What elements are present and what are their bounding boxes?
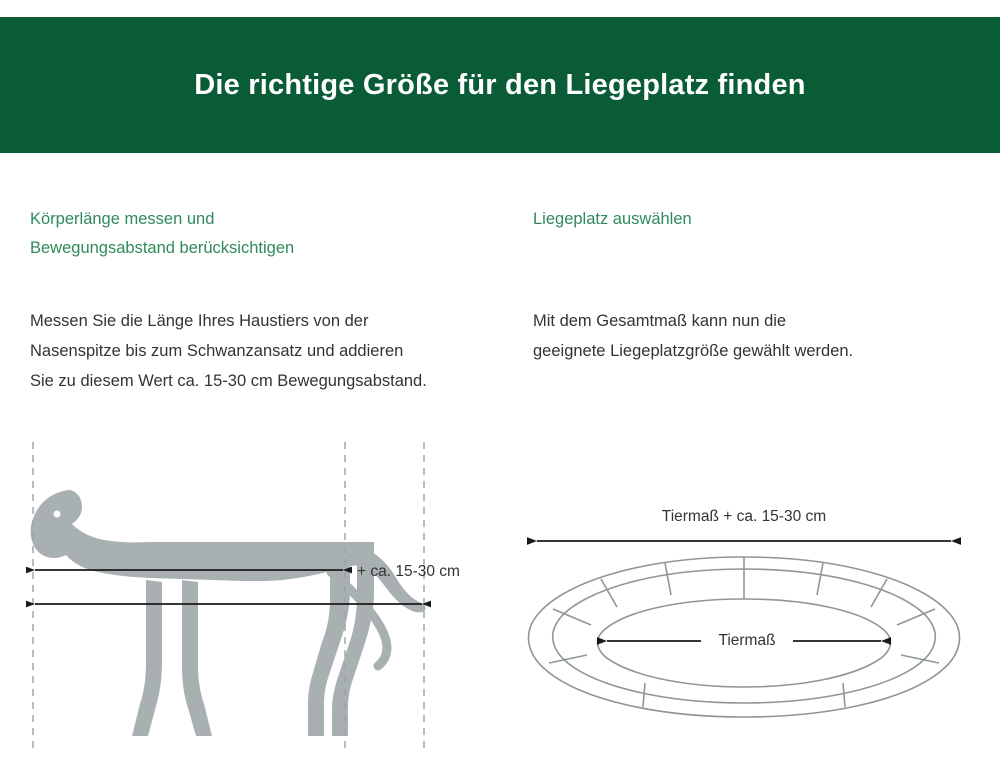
page-title: Die richtige Größe für den Liegeplatz finden [194, 68, 806, 101]
left-heading-line1: Körperlänge messen und [30, 210, 215, 228]
dog-measurement-figure [0, 430, 500, 770]
right-body-text: Mit dem Gesamtmaß kann nun die geeignete Liegeplatzgröße gewählt werden. [533, 312, 854, 360]
dog-silhouette [31, 490, 426, 736]
bed-total-label: Tiermaß + ca. 15-30 cm [661, 508, 827, 525]
right-heading: Liegeplatz auswählen [533, 210, 692, 228]
left-body-text: Messen Sie die Länge Ihres Haustiers von der Nasenspitze bis zum Schwanzansatz und addieren Sie zu diesem Wert ca. 15-30 cm Bewegungsabstand. [30, 312, 427, 390]
dog-add-label: + ca. 15-30 cm [357, 563, 460, 580]
left-heading-line2: Bewegungsabstand berücksichtigen [30, 239, 295, 257]
header-banner [0, 17, 1000, 153]
bed-measurement-figure [505, 495, 1000, 771]
left-column [30, 205, 470, 396]
right-column [533, 205, 963, 366]
bed-inner-label: Tiermaß [718, 632, 776, 650]
